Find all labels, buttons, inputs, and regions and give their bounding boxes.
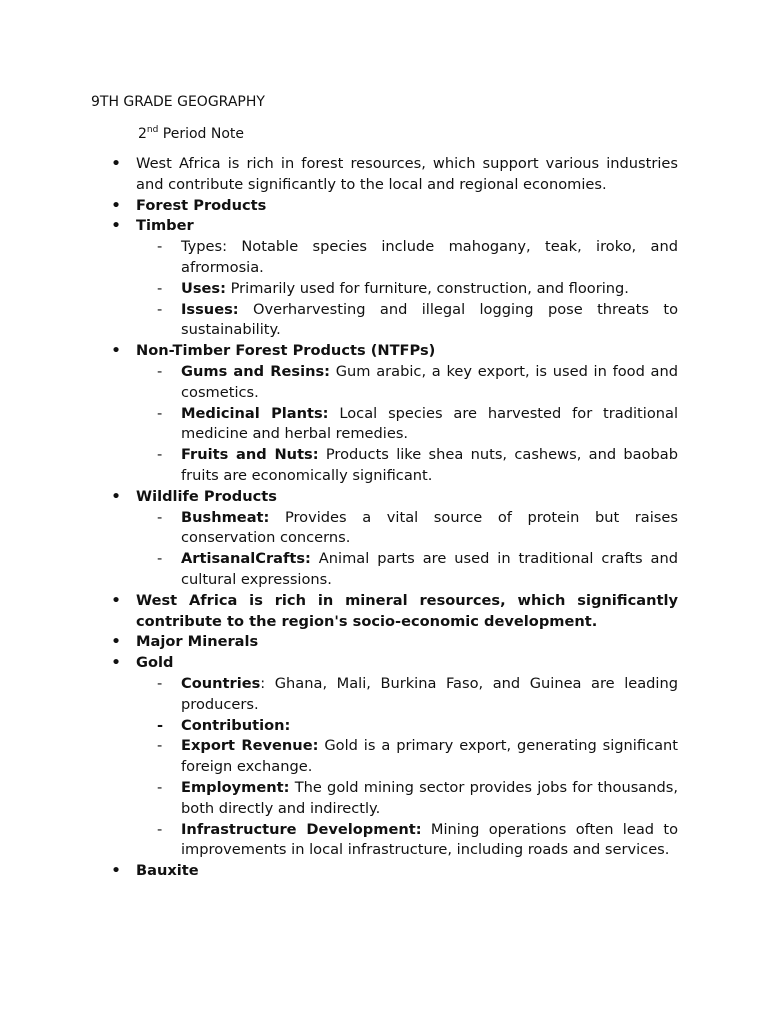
sub-item-label: Bushmeat:	[181, 508, 270, 526]
bullet-symbol: •	[111, 217, 121, 235]
sub-item-text: Types: Notable species include mahogany, teak, iroko, and afrormosia.	[181, 238, 678, 276]
bullet-item-forest-products	[108, 196, 678, 217]
subtitle-text: Period Note	[158, 126, 245, 142]
sub-item-text: Products like shea nuts, cashews, and baobab fruits are economically significant.	[181, 446, 679, 484]
dash-symbol: -	[157, 820, 163, 838]
sub-item-timber-types	[108, 237, 678, 279]
bullet-symbol: •	[111, 487, 121, 505]
bullet-item-wildlife	[108, 487, 678, 508]
sub-item-contribution	[108, 716, 678, 737]
sub-item-label: ArtisanalCrafts:	[181, 550, 311, 568]
subtitle-ordinal: nd	[146, 125, 159, 135]
bullet-symbol: •	[111, 196, 121, 214]
item-heading: Forest Products	[136, 196, 267, 214]
sub-item-text: Overharvesting and illegal logging pose threats to sustainability.	[181, 300, 678, 339]
dash-symbol: -	[157, 737, 163, 755]
notes-content	[108, 154, 678, 882]
item-heading: Timber	[136, 217, 194, 235]
bullet-symbol: •	[111, 342, 121, 360]
sub-item-label: Medicinal Plants:	[181, 404, 329, 422]
sub-item-text: Gum arabic, a key export, is used in food and cosmetics.	[181, 362, 679, 401]
item-heading: Major Minerals	[136, 633, 259, 651]
dash-symbol: -	[157, 279, 163, 297]
sub-item-text: : Ghana, Mali, Burkina Faso, and Guinea are leading producers.	[181, 674, 678, 713]
dash-symbol: -	[157, 674, 163, 692]
sub-item-label: Issues:	[181, 300, 239, 318]
bullet-symbol: •	[111, 862, 121, 880]
sub-item-label: Fruits and Nuts:	[181, 446, 319, 464]
sub-item-medicinal-plants	[108, 404, 678, 446]
bullet-symbol: •	[111, 155, 121, 172]
item-heading: Non-Timber Forest Products (NTFPs)	[136, 342, 436, 360]
bullet-item-intro	[108, 154, 678, 196]
item-heading: Wildlife Products	[136, 487, 277, 505]
sub-item-fruits-nuts	[108, 445, 678, 487]
sub-item-label: Employment:	[181, 778, 290, 796]
sub-item-label: Countries	[181, 674, 261, 692]
bullet-item-timber	[108, 216, 678, 237]
sub-item-text: Local species are harvested for traditional medicine and herbal remedies.	[181, 404, 678, 443]
bullet-item-gold	[108, 653, 678, 674]
sub-item-text: Mining operations often lead to improvements in local infrastructure, including roads and services.	[181, 820, 679, 859]
sub-item-artisanal-crafts	[108, 549, 678, 591]
item-text: West Africa is rich in forest resources, which support various industries and contribute significantly to the local and regional economies.	[136, 155, 678, 193]
subtitle	[138, 124, 244, 146]
sub-item-export-revenue	[108, 736, 678, 778]
item-heading: Bauxite	[136, 862, 199, 880]
bullet-item-major-minerals	[108, 632, 678, 653]
dash-symbol: -	[157, 716, 164, 734]
sub-item-infrastructure	[108, 820, 678, 862]
bullet-item-mineral-intro	[108, 591, 678, 633]
dash-symbol: -	[157, 446, 163, 464]
sub-item-label: Gums and Resins:	[181, 362, 331, 380]
dash-symbol: -	[157, 238, 163, 256]
dash-symbol: -	[157, 508, 163, 526]
bullet-item-bauxite	[108, 861, 678, 882]
sub-item-text: Primarily used for furniture, construction, and flooring.	[225, 279, 629, 297]
sub-item-text: Animal parts are used in traditional crafts and cultural expressions.	[181, 550, 678, 588]
sub-item-bushmeat	[108, 508, 678, 550]
sub-item-label: Uses:	[181, 279, 226, 297]
sub-item-employment	[108, 778, 678, 820]
sub-item-label: Export Revenue:	[181, 737, 319, 755]
bullet-symbol: •	[111, 654, 121, 672]
sub-item-gums-resins	[108, 362, 678, 404]
item-heading: Gold	[136, 654, 174, 672]
sub-item-timber-uses	[108, 279, 678, 300]
sub-item-timber-issues	[108, 300, 678, 342]
sub-item-label: Contribution:	[181, 716, 291, 734]
item-heading: West Africa is rich in mineral resources, which significantly contribute to the region's socio-economic development.	[136, 591, 678, 630]
dash-symbol: -	[157, 362, 163, 380]
bullet-symbol: •	[111, 633, 121, 651]
dash-symbol: -	[157, 550, 163, 568]
sub-item-text: Gold is a primary export, generating significant foreign exchange.	[181, 737, 678, 776]
bullet-item-ntfps	[108, 341, 678, 362]
bullet-symbol: •	[111, 591, 121, 609]
page-title: 9TH GRADE GEOGRAPHY	[91, 94, 265, 110]
sub-item-countries	[108, 674, 678, 716]
sub-item-text: Provides a vital source of protein but raises conservation concerns.	[181, 508, 678, 547]
subtitle-number: 2	[138, 126, 147, 142]
dash-symbol: -	[157, 404, 163, 422]
dash-symbol: -	[157, 778, 163, 796]
dash-symbol: -	[157, 300, 163, 318]
sub-item-text: The gold mining sector provides jobs for thousands, both directly and indirectly.	[181, 778, 678, 817]
sub-item-label: Infrastructure Development:	[181, 820, 422, 838]
